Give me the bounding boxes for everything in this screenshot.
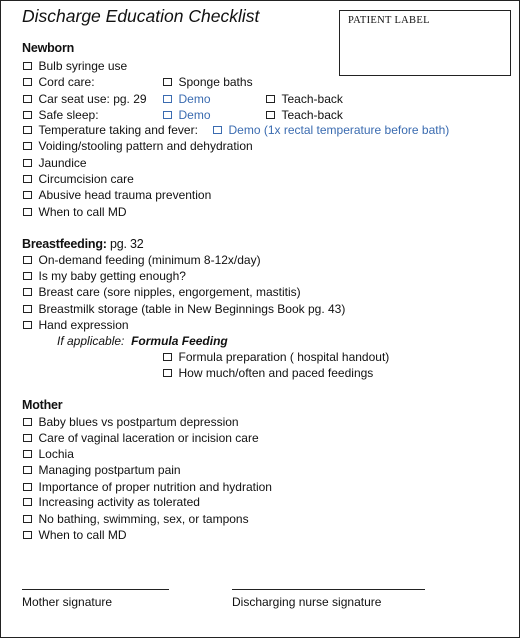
checkbox[interactable] <box>266 95 275 104</box>
item-label: Increasing activity as tolerated <box>38 495 200 509</box>
item-label: Safe sleep: <box>38 108 99 122</box>
checkbox[interactable] <box>23 256 32 265</box>
item-label: Breastmilk storage (table in New Beginnings Book pg. 43) <box>38 302 346 316</box>
checkbox[interactable] <box>23 531 32 540</box>
item-label: Care of vaginal laceration or incision care <box>38 431 259 445</box>
checkbox[interactable] <box>23 515 32 524</box>
checklist-item-safe-sleep[interactable] <box>23 108 99 122</box>
checkbox[interactable] <box>163 78 172 87</box>
checkbox[interactable] <box>23 175 32 184</box>
checkbox[interactable] <box>23 272 32 281</box>
checklist-item-mother-call-md[interactable] <box>23 528 127 542</box>
checklist-item-postpartum-pain[interactable] <box>23 463 181 477</box>
item-label: Teach-back <box>281 92 343 106</box>
item-label: Circumcision care <box>38 172 134 186</box>
checkbox[interactable] <box>23 126 32 135</box>
if-applicable-label: If applicable: <box>57 334 125 348</box>
checklist-item-laceration-care[interactable] <box>23 431 259 445</box>
checkbox[interactable] <box>23 305 32 314</box>
checklist-item-lochia[interactable] <box>23 447 74 461</box>
checklist-item-jaundice[interactable] <box>23 156 87 170</box>
checklist-item-safe-sleep-teach-back[interactable] <box>266 108 343 122</box>
checkbox[interactable] <box>23 111 32 120</box>
item-label: On-demand feeding (minimum 8-12x/day) <box>38 253 261 267</box>
checklist-item-abusive-head-trauma[interactable] <box>23 188 211 202</box>
item-label: Breast care (sore nipples, engorgement, mastitis) <box>38 285 301 299</box>
item-label: Abusive head trauma prevention <box>38 188 212 202</box>
checklist-item-breastmilk-storage[interactable] <box>23 302 345 316</box>
checkbox[interactable] <box>23 418 32 427</box>
formula-feeding-heading <box>57 334 228 348</box>
checkbox[interactable] <box>23 142 32 151</box>
item-label: Formula preparation ( hospital handout) <box>178 350 390 364</box>
checklist-item-on-demand-feeding[interactable] <box>23 253 261 267</box>
item-label: When to call MD <box>38 205 127 219</box>
checkbox[interactable] <box>23 466 32 475</box>
checklist-item-formula-preparation[interactable] <box>163 350 389 364</box>
checklist-item-safe-sleep-demo[interactable] <box>163 108 211 122</box>
checkbox[interactable] <box>23 208 32 217</box>
mother-signature-label: Mother signature <box>22 595 113 609</box>
item-label: Lochia <box>38 447 74 461</box>
checkbox[interactable] <box>23 434 32 443</box>
checklist-item-paced-feedings[interactable] <box>163 366 373 380</box>
checkbox[interactable] <box>163 111 172 120</box>
nurse-signature-line[interactable] <box>232 589 425 590</box>
checkbox[interactable] <box>23 62 32 71</box>
checkbox[interactable] <box>23 95 32 104</box>
item-label: Demo <box>178 92 211 106</box>
mother-heading: Mother <box>22 398 63 412</box>
item-label: Hand expression <box>38 318 129 332</box>
checklist-item-breast-care[interactable] <box>23 285 301 299</box>
checkbox[interactable] <box>163 95 172 104</box>
item-label: Importance of proper nutrition and hydration <box>38 480 272 494</box>
checkbox[interactable] <box>23 78 32 87</box>
breastfeeding-heading-text: Breastfeeding: <box>22 237 107 251</box>
nurse-signature-label: Discharging nurse signature <box>232 595 382 609</box>
checklist-item-getting-enough[interactable] <box>23 269 186 283</box>
checkbox[interactable] <box>23 483 32 492</box>
page-title: Discharge Education Checklist <box>22 6 260 26</box>
checkbox[interactable] <box>163 353 172 362</box>
mother-signature-line[interactable] <box>22 589 169 590</box>
checkbox[interactable] <box>23 288 32 297</box>
checklist-item-voiding[interactable] <box>23 139 253 153</box>
item-label: Teach-back <box>281 108 343 122</box>
checklist-item-baby-blues[interactable] <box>23 415 239 429</box>
checklist-item-temperature[interactable] <box>23 123 198 137</box>
checklist-item-no-bathing[interactable] <box>23 512 249 526</box>
checklist-item-car-seat[interactable] <box>23 92 147 106</box>
patient-label-text: PATIENT LABEL <box>348 15 430 26</box>
item-label: No bathing, swimming, sex, or tampons <box>38 512 249 526</box>
checklist-item-bulb-syringe[interactable] <box>23 59 127 73</box>
checkbox[interactable] <box>266 111 275 120</box>
breastfeeding-page-ref: pg. 32 <box>110 237 144 251</box>
checklist-item-newborn-call-md[interactable] <box>23 205 127 219</box>
checkbox[interactable] <box>23 498 32 507</box>
checkbox[interactable] <box>23 450 32 459</box>
checklist-item-car-seat-teach-back[interactable] <box>266 92 343 106</box>
checklist-item-car-seat-demo[interactable] <box>163 92 211 106</box>
checklist-item-circumcision[interactable] <box>23 172 134 186</box>
item-label: How much/often and paced feedings <box>178 366 374 380</box>
item-label: When to call MD <box>38 528 127 542</box>
formula-feeding-title: Formula Feeding <box>131 334 228 348</box>
checkbox[interactable] <box>23 159 32 168</box>
patient-label-box <box>339 10 511 76</box>
checklist-item-nutrition[interactable] <box>23 480 272 494</box>
checkbox[interactable] <box>213 126 222 135</box>
item-label: Car seat use: pg. 29 <box>38 92 147 106</box>
checklist-item-hand-expression[interactable] <box>23 318 129 332</box>
checklist-item-activity[interactable] <box>23 495 200 509</box>
item-label: Demo (1x rectal temperature before bath) <box>228 123 450 137</box>
item-label: Temperature taking and fever: <box>38 123 198 137</box>
item-label: Baby blues vs postpartum depression <box>38 415 239 429</box>
checkbox[interactable] <box>163 369 172 378</box>
item-label: Sponge baths <box>178 75 253 89</box>
item-label: Bulb syringe use <box>38 59 128 73</box>
checkbox[interactable] <box>23 191 32 200</box>
item-label: Managing postpartum pain <box>38 463 181 477</box>
item-label: Jaundice <box>38 156 87 170</box>
checkbox[interactable] <box>23 321 32 330</box>
breastfeeding-heading <box>22 237 144 251</box>
item-label: Cord care: <box>38 75 95 89</box>
checklist-item-cord-care[interactable] <box>23 75 95 89</box>
item-label: Demo <box>178 108 211 122</box>
item-label: Voiding/stooling pattern and dehydration <box>38 139 253 153</box>
checklist-item-sponge-baths[interactable] <box>163 75 253 89</box>
newborn-heading: Newborn <box>22 41 75 55</box>
checklist-item-temperature-demo[interactable] <box>213 123 449 137</box>
item-label: Is my baby getting enough? <box>38 269 186 283</box>
